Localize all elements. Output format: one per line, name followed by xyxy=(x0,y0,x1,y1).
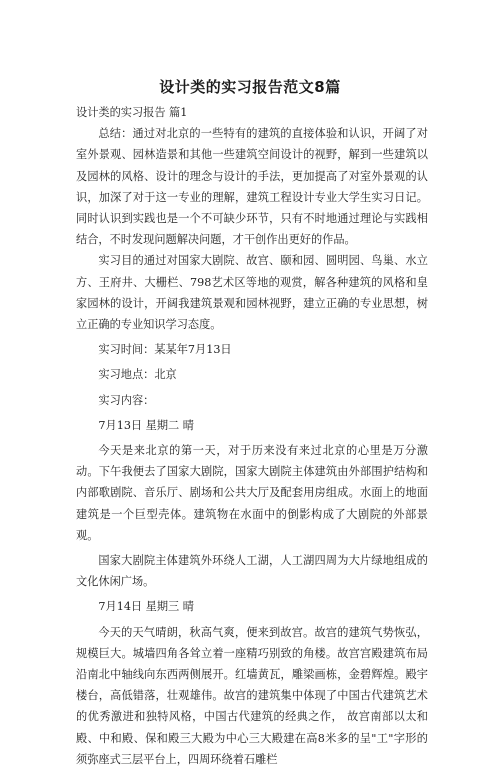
document-title: 设计类的实习报告范文8篇 xyxy=(159,78,341,96)
document-body xyxy=(76,102,428,770)
paragraph-summary: 总结：通过对北京的一些特有的建筑的直接体验和认识，开阔了对室外景观、园林造景和其他一些建筑空间设计的视野，解到一些建筑以及园林的风格、设计的理念与设计的手法，更加提高了对室外景观的认识，加深了对于这一专业的理解，建筑工程设计专业大学生实习日记。同时认识到实践也是一个不可缺少环节，只有不时地通过理论与实践相结合，不时发现问题解决问题，才干创作出更好的作品。 xyxy=(76,127,428,247)
paragraph-location: 实习地点：北京 xyxy=(98,368,177,382)
paragraph-date-heading: 7月14日 星期三 晴 xyxy=(98,600,194,614)
paragraph-time: 实习时间：某某年7月13日 xyxy=(98,343,232,357)
paragraph-purpose: 实习目的通过对国家大剧院、故宫、颐和园、圆明园、鸟巢、水立方、王府井、大栅栏、798艺术区等地的观赏，解各种建筑的风格和皇家园林的设计，开阔我建筑景观和园林视野，建立正确的专业思想，树立正确的专业知识学习态度。 xyxy=(76,254,428,332)
section-heading: 设计类的实习报告 篇1 xyxy=(76,106,188,119)
paragraph-day1-continued: 国家大剧院主体建筑外环绕人工湖，人工湖四周为大片绿地组成的文化休闲广场。 xyxy=(76,554,428,589)
paragraph-date-heading: 7月13日 星期二 晴 xyxy=(98,418,194,432)
paragraph-day1: 今天是来北京的第一天，对于历来没有来过北京的心里是万分激动。下午我便去了国家大剧院，国家大剧院主体建筑由外部围护结构和内部歌剧院、音乐厅、剧场和公共大厅及配套用房组成。水面上的地面建筑是一个巨型壳体。建筑物在水面中的倒影构成了大剧院的外部景观。 xyxy=(76,444,428,542)
paragraph-content-label: 实习内容： xyxy=(98,393,155,407)
paragraph-day2: 今天的天气晴朗，秋高气爽，便来到故宫。故宫的建筑气势恢弘，规模巨大。城墙四角各耸立着一座精巧别致的角楼。故宫宫殿建筑布局沿南北中轴线向东西两侧展开。红墙黄瓦，雕梁画栋，金碧辉煌。殿宇楼台，高低错落，壮观雄伟。故宫的建筑集中体现了中国古代建筑艺术的优秀激进和独特风格，中国古代建筑的经典之作， 故宫南部以太和殿、中和殿、保和殿三大殿为中心三大殿建在高8米多的呈"工"字形的须弥座式三层平台上，四周环绕着石雕栏 xyxy=(76,625,428,766)
